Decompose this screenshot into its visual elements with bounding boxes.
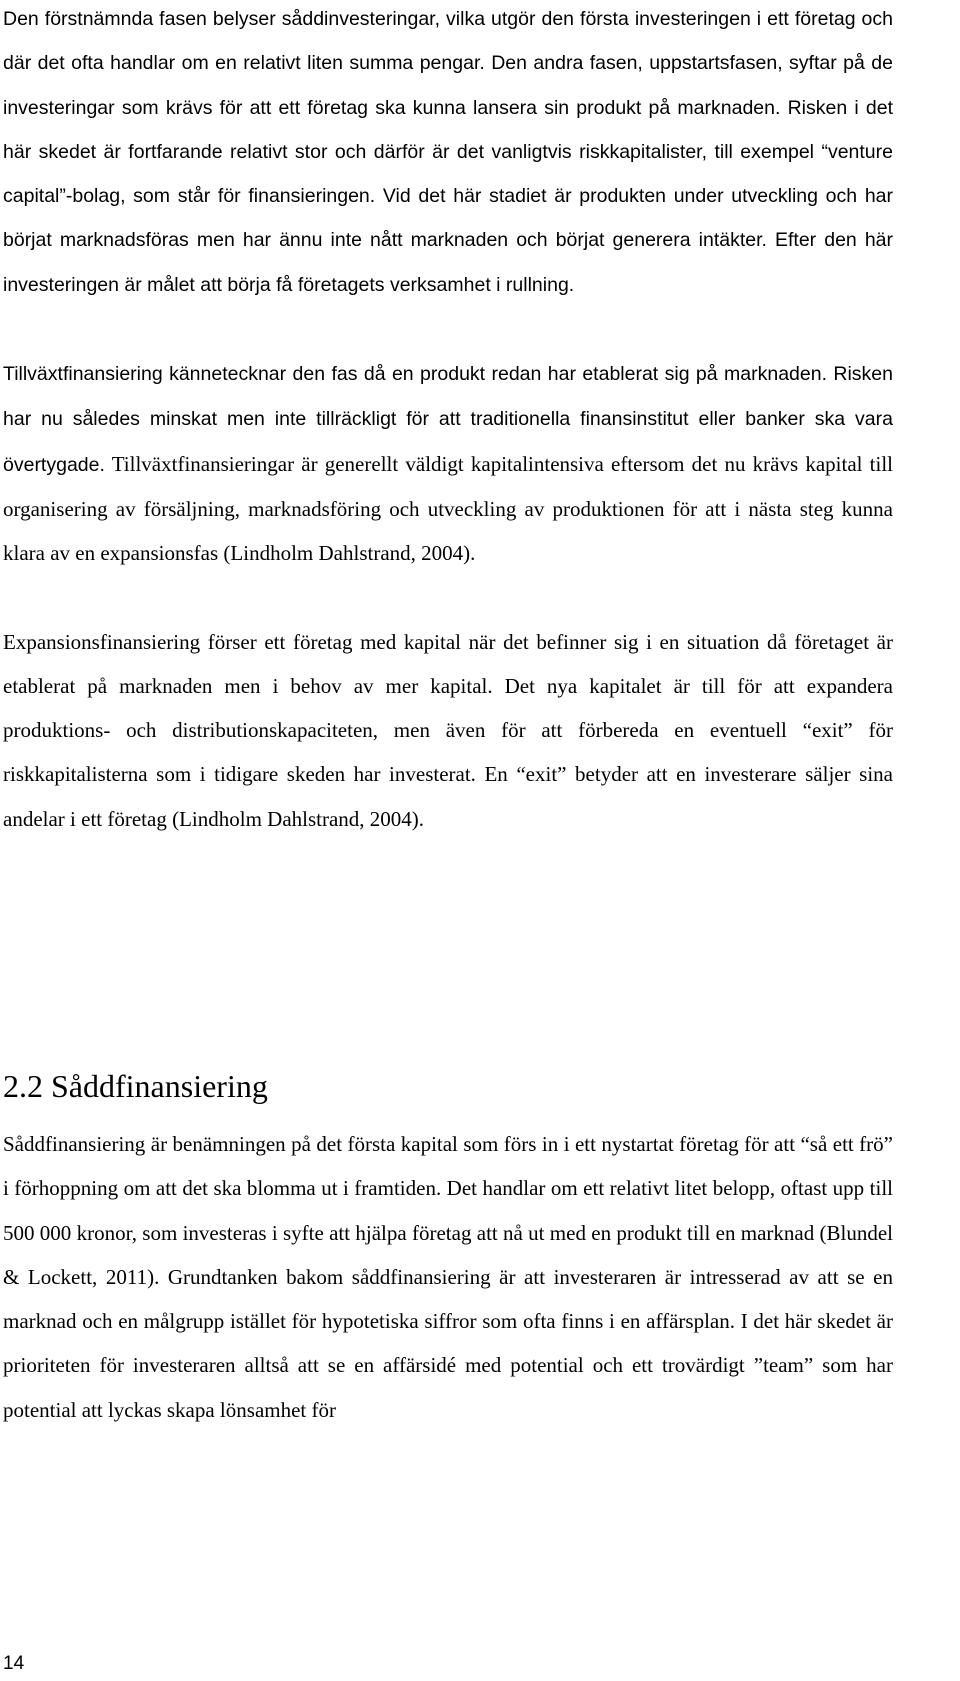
- paragraph-seed-financing: Såddfinansiering är benämningen på det första kapital som förs in i ett nystartat företag för att “så ett frö” i förhoppning om att det ska blomma ut i framtiden. Det handlar om ett relativt litet belopp, oftast upp till 500 000 kronor, som investeras i syfte att hjälpa företag att nå ut med en produkt till en marknad (Blundel & Lockett, 2011). Grundtanken bakom såddfinansiering är att investeraren är intresserad av att se en marknad och en målgrupp istället för hypotetiska siffror som ofta finns i en affärsplan. I det här skedet är prioriteten för investeraren alltså att se en affärsidé med potential och ett trovärdigt ”team” som har potential att lyckas skapa lönsamhet för: [3, 1132, 893, 1422]
- paragraph-expansion-financing: Expansionsfinansiering förser ett företag med kapital när det befinner sig i en situation då företaget är etablerat på marknaden men i behov av mer kapital. Det nya kapitalet är till för att expandera produktions- och distributionskapaciteten, men även för att förbereda en eventuell “exit” för riskkapitalisterna som i tidigare skeden har investerat. En “exit” betyder att en investerare säljer sina andelar i ett företag (Lindholm Dahlstrand, 2004).: [3, 629, 893, 831]
- section-heading: 2.2 Såddfinansiering: [3, 1068, 268, 1104]
- paragraph-growth-financing-serif-part: Tillväxtfinansieringar är generellt väldigt kapitalintensiva eftersom det nu krävs kapital till organisering av försäljning, marknadsföring och utveckling av produktionen för att i nästa steg kunna klara av en expansionsfas (Lindholm Dahlstrand, 2004).: [3, 451, 893, 566]
- paragraph-seed-startup-phases: Den förstnämnda fasen belyser såddinvesteringar, vilka utgör den första investeringen i ett företag och där det ofta handlar om en relativt liten summa pengar. Den andra fasen, uppstartsfasen, syftar på de investeringar som krävs för att ett företag ska kunna lansera sin produkt på marknaden. Risken i det här skedet är fortfarande relativt stor och därför är det vanligtvis riskkapitalister, till exempel “venture capital”-bolag, som står för finansieringen. Vid det här stadiet är produkten under utveckling och har börjat marknadsföras men har ännu inte nått marknaden och börjat generera intäkter. Efter den här investeringen är målet att börja få företagets verksamhet i rullning.: [3, 8, 893, 296]
- paragraph-growth-financing: [3, 351, 893, 575]
- page-number: 14: [3, 1653, 25, 1674]
- section-body: [3, 1122, 893, 1432]
- paragraph-growth-financing-sans-part: Tillväxtfinansiering kännetecknar den fas då en produkt redan har etablerat sig på marknaden. Risken har nu således minskat men inte tillräckligt för att traditionella finansinstitut eller banker ska vara övertygade.: [3, 363, 893, 476]
- body-text: [3, 0, 893, 841]
